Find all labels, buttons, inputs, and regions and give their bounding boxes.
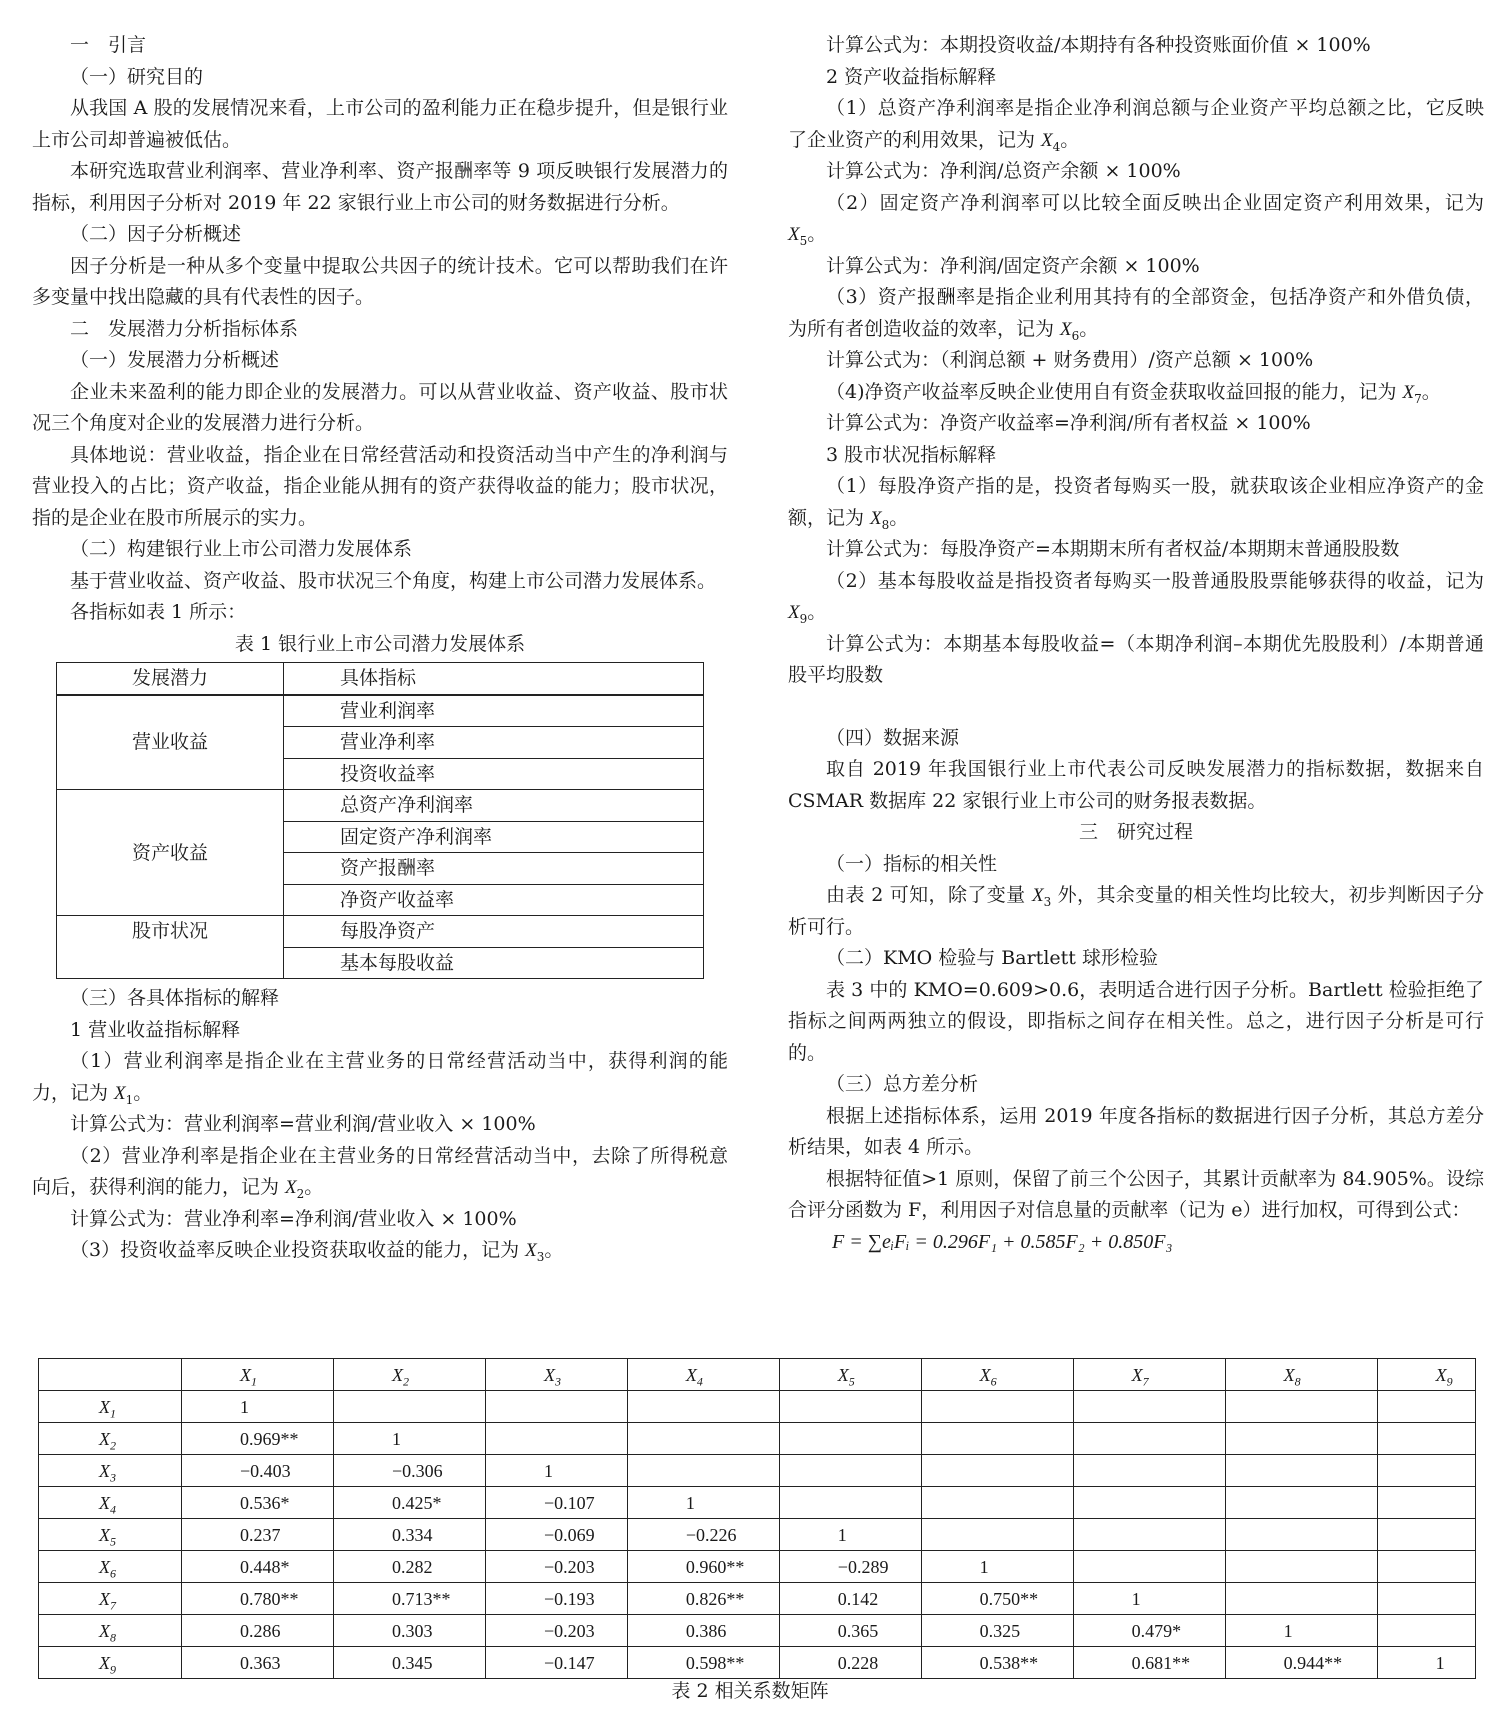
table2-cell (627, 1455, 779, 1487)
table2-column-header: $X_2$ (333, 1359, 485, 1391)
table2-cell: 0.681** (1073, 1647, 1225, 1679)
table2-cell (1073, 1455, 1225, 1487)
formula-text: 计算公式为：净利润/总资产余额 × 100% (826, 160, 1181, 182)
table2-cell (1225, 1583, 1377, 1615)
table1-category: 股市状况 (57, 916, 284, 979)
subheading-operating-income: 1 营业收益指标解释 (70, 1018, 241, 1041)
paragraph (32, 1141, 728, 1204)
table2-cell: 1 (779, 1519, 921, 1551)
table2-cell: −0.147 (485, 1647, 627, 1679)
paragraph-text: （2）营业净利率是指企业在主营业务的日常经营活动当中，去除了所得税意向后，获得利润的能力，记为 (32, 1144, 728, 1198)
table2-cell: 0.365 (779, 1615, 921, 1647)
table2-cell (921, 1487, 1073, 1519)
table2-cell (1225, 1391, 1377, 1423)
left-column (32, 30, 728, 1267)
subheading-indicator-explanation: （三）各具体指标的解释 (70, 987, 280, 1009)
formula-text: 计算公式为：营业利润率=营业利润/营业收入 × 100% (70, 1113, 536, 1135)
variable-x: X (285, 1177, 297, 1198)
table2-cell: 0.750** (921, 1583, 1073, 1615)
table2-cell: −0.226 (627, 1519, 779, 1551)
table2-row-header: $X_8$ (39, 1615, 182, 1647)
paragraph: 企业未来盈利的能力即企业的发展潜力。可以从营业收益、资产收益、股市状况三个角度对企业的发展潜力进行分析。 (32, 380, 728, 434)
punctuation: 。 (1079, 317, 1099, 340)
table2-cell: 0.944** (1225, 1647, 1377, 1679)
table2-corner-cell (39, 1359, 182, 1391)
table2-header-row (39, 1359, 1476, 1391)
paragraph: 表 3 中的 KMO=0.609>0.6，表明适合进行因子分析。Bartlett 检验拒绝了指标之间两两独立的假设，即指标之间存在相关性。总之，进行因子分析是可行的。 (788, 978, 1484, 1064)
subscript: 1 (125, 1092, 134, 1107)
table2-row-header: $X_4$ (39, 1487, 182, 1519)
paragraph: 根据上述指标体系，运用 2019 年度各指标的数据进行因子分析，其总方差分析结果，如表 4 所示。 (788, 1104, 1484, 1158)
paragraph (32, 1046, 728, 1109)
table2-cell (1377, 1423, 1475, 1455)
table1-item: 总资产净利润率 (284, 790, 704, 822)
table2-cell: 1 (333, 1423, 485, 1455)
subheading-data-source: （四）数据来源 (826, 726, 960, 749)
variable-x: X (114, 1082, 126, 1104)
paragraph (788, 282, 1484, 345)
paragraph (788, 188, 1484, 251)
subscript: 9 (799, 611, 808, 626)
variable-x: X (1041, 129, 1053, 151)
subheading-stock-market: 3 股市状况指标解释 (826, 443, 997, 466)
table2-cell (1377, 1583, 1475, 1615)
table2-row-header: $X_7$ (39, 1583, 182, 1615)
table2-column-header: $X_1$ (182, 1359, 334, 1391)
table2-cell (779, 1423, 921, 1455)
paragraph-text: （1）营业利润率是指企业在主营业务的日常经营活动当中，获得利润的能力，记为 (32, 1050, 728, 1104)
table2-cell: 0.325 (921, 1615, 1073, 1647)
table2-cell: 0.960** (627, 1551, 779, 1583)
table2-row (39, 1423, 1476, 1455)
table2-cell: 0.386 (627, 1615, 779, 1647)
section-heading-research-process: 三 研究过程 (1078, 821, 1193, 843)
subscript: 3 (536, 1249, 545, 1264)
table2-cell: 0.282 (333, 1551, 485, 1583)
paragraph: 取自 2019 年我国银行业上市代表公司反映发展潜力的指标数据，数据来自 CSMAR 数据库 22 家银行业上市公司的财务报表数据。 (788, 758, 1484, 812)
variable-x: X (1060, 318, 1072, 340)
table2-row (39, 1551, 1476, 1583)
punctuation: 。 (544, 1239, 564, 1261)
table2-cell (1225, 1487, 1377, 1519)
table2-cell: −0.289 (779, 1551, 921, 1583)
paragraph: 各指标如表 1 所示： (70, 601, 247, 623)
subscript: 7 (1414, 391, 1422, 406)
formula-text: 计算公式为：营业净利率=净利润/营业收入 × 100% (70, 1207, 517, 1230)
table2-cell: 0.969** (182, 1423, 334, 1455)
table2-cell: 0.448* (182, 1551, 334, 1583)
subheading-potential-overview: （一）发展潜力分析概述 (70, 349, 280, 371)
table2-row (39, 1615, 1476, 1647)
section-heading-intro: 一 引言 (70, 34, 147, 56)
subscript: 8 (881, 517, 890, 532)
punctuation: 。 (133, 1081, 153, 1104)
paragraph: 根据特征值>1 原则，保留了前三个公因子，其累计贡献率为 84.905%。设综合评分函数为 F，利用因子对信息量的贡献率（记为 e）进行加权，可得到公式： (788, 1167, 1484, 1221)
table2-cell (1073, 1519, 1225, 1551)
table2-row-header: $X_6$ (39, 1551, 182, 1583)
punctuation: 。 (807, 601, 827, 623)
subheading-asset-income: 2 资产收益指标解释 (826, 65, 997, 88)
table2-cell (485, 1391, 627, 1423)
table2-cell (921, 1423, 1073, 1455)
table2-cell: 0.536* (182, 1487, 334, 1519)
subheading-purpose: （一）研究目的 (70, 65, 204, 88)
table2-row (39, 1487, 1476, 1519)
table2-cell (1377, 1519, 1475, 1551)
table2-row-header: $X_1$ (39, 1391, 182, 1423)
table2-cell: −0.107 (485, 1487, 627, 1519)
table1-item: 每股净资产 (284, 916, 704, 948)
table2-cell: −0.203 (485, 1615, 627, 1647)
table2-cell (627, 1391, 779, 1423)
table2-column-header: $X_3$ (485, 1359, 627, 1391)
table2-cell (1225, 1423, 1377, 1455)
table2-cell: 0.363 (182, 1647, 334, 1679)
table2-row-header: $X_5$ (39, 1519, 182, 1551)
table2-cell (1377, 1455, 1475, 1487)
table2-row (39, 1519, 1476, 1551)
subheading-kmo-bartlett: （二）KMO 检验与 Bartlett 球形检验 (826, 947, 1158, 969)
paragraph-text: （4)净资产收益率反映企业使用自有资金获取收益回报的能力，记为 (826, 380, 1403, 403)
paragraph: 从我国 A 股的发展情况来看，上市公司的盈利能力正在稳步提升，但是银行业上市公司却普遍被低估。 (32, 97, 728, 151)
section-heading-index-system: 二 发展潜力分析指标体系 (70, 317, 299, 340)
table2-row (39, 1647, 1476, 1679)
subscript: 4 (1052, 139, 1061, 154)
table1-caption: 表 1 银行业上市公司潜力发展体系 (234, 632, 526, 655)
punctuation: 。 (889, 506, 909, 529)
table1-category: 营业收益 (57, 695, 284, 790)
table1-item: 营业净利率 (284, 727, 704, 759)
table2-cell: 0.228 (779, 1647, 921, 1679)
table2-cell: −0.193 (485, 1583, 627, 1615)
subheading-build-system: （二）构建银行业上市公司潜力发展体系 (70, 538, 413, 560)
table1-item: 基本每股收益 (284, 947, 704, 979)
paragraph: 基于营业收益、资产收益、股市状况三个角度，构建上市公司潜力发展体系。 (70, 569, 717, 592)
table2-cell (1073, 1391, 1225, 1423)
table1-item: 投资收益率 (284, 758, 704, 790)
table2-cell: 0.538** (921, 1647, 1073, 1679)
table2-row (39, 1391, 1476, 1423)
table2-cell (921, 1519, 1073, 1551)
paragraph-text: （1）每股净资产指的是，投资者每购买一股，就获取该企业相应净资产的金额，记为 (788, 475, 1484, 529)
formula-text: 计算公式为：净资产收益率=净利润/所有者权益 × 100% (826, 412, 1311, 434)
table2-cell: 1 (627, 1487, 779, 1519)
table2-cell: −0.306 (333, 1455, 485, 1487)
subheading-total-variance: （三）总方差分析 (826, 1073, 979, 1095)
table2-cell: 0.713** (333, 1583, 485, 1615)
formula-text: 计算公式为：每股净资产=本期期末所有者权益/本期期末普通股股数 (826, 538, 1400, 560)
table2-column-header: $X_5$ (779, 1359, 921, 1391)
paragraph (788, 566, 1484, 629)
formula-text: 计算公式为：净利润/固定资产余额 × 100% (826, 254, 1200, 277)
subscript: 3 (1043, 894, 1052, 909)
paragraph (32, 1235, 728, 1267)
table2-row-header: $X_2$ (39, 1423, 182, 1455)
table2-row-header: $X_9$ (39, 1647, 182, 1679)
table2-cell: 0.425* (333, 1487, 485, 1519)
table2-cell (627, 1423, 779, 1455)
table2-column-header: $X_6$ (921, 1359, 1073, 1391)
formula-text: 计算公式为：本期投资收益/本期持有各种投资账面价值 × 100% (826, 34, 1371, 56)
right-column (788, 30, 1484, 1258)
table2-row (39, 1455, 1476, 1487)
paragraph: 本研究选取营业利润率、营业净利率、资产报酬率等 9 项反映银行发展潜力的指标，利用因子分析对 2019 年 22 家银行业上市公司的财务数据进行分析。 (32, 160, 728, 214)
table2-row (39, 1583, 1476, 1615)
paragraph: 因子分析是一种从多个变量中提取公共因子的统计技术。它可以帮助我们在许多变量中找出隐藏的具有代表性的因子。 (32, 254, 728, 308)
paragraph (788, 880, 1484, 943)
table1 (56, 662, 704, 979)
table2-cell (1073, 1487, 1225, 1519)
paragraph-text: （3）资产报酬率是指企业利用其持有的全部资金，包括净资产和外借负债，为所有者创造收益的效率，记为 (788, 286, 1484, 340)
table2-cell: −0.403 (182, 1455, 334, 1487)
table2-cell (1225, 1551, 1377, 1583)
paragraph (788, 377, 1484, 409)
paragraph-text: （2）固定资产净利润率可以比较全面反映出企业固定资产利用效果，记为 (826, 191, 1484, 214)
table2-cell: 1 (182, 1391, 334, 1423)
variable-x: X (1031, 885, 1044, 906)
punctuation: 。 (1421, 380, 1441, 403)
table2-cell (1377, 1615, 1475, 1647)
table2-cell (779, 1487, 921, 1519)
table2-cell (1377, 1551, 1475, 1583)
table1-header: 具体指标 (284, 663, 704, 695)
table2-column-header: $X_9$ (1377, 1359, 1475, 1391)
table1-category: 资产收益 (57, 790, 284, 916)
table2-cell (779, 1455, 921, 1487)
table2-cell: 0.780** (182, 1583, 334, 1615)
table2-row-header: $X_3$ (39, 1455, 182, 1487)
table2-cell (1377, 1487, 1475, 1519)
table2-cell: 0.598** (627, 1647, 779, 1679)
paragraph-text: （3）投资收益率反映企业投资获取收益的能力，记为 (70, 1239, 526, 1261)
table2-cell: 0.142 (779, 1583, 921, 1615)
punctuation: 。 (807, 223, 827, 245)
variable-x: X (525, 1240, 537, 1261)
table2-cell: −0.069 (485, 1519, 627, 1551)
table2-column-header: $X_8$ (1225, 1359, 1377, 1391)
table2-column-header: $X_7$ (1073, 1359, 1225, 1391)
table2-cell: 1 (1377, 1647, 1475, 1679)
table2-cell (779, 1391, 921, 1423)
table2-cell (333, 1391, 485, 1423)
composite-score-formula: F = ∑eᵢFᵢ = 0.296F₁ + 0.585F₂ + 0.850F₃ (832, 1230, 1173, 1253)
table1-item: 资产报酬率 (284, 853, 704, 885)
table2-cell: 0.479* (1073, 1615, 1225, 1647)
table1-header: 发展潜力 (57, 663, 284, 695)
table2-cell: 0.334 (333, 1519, 485, 1551)
variable-x: X (788, 224, 800, 245)
table2-cell: 1 (921, 1551, 1073, 1583)
punctuation: 。 (1060, 128, 1080, 151)
formula-text: 计算公式为：本期基本每股收益=（本期净利润–本期优先股股利）/本期普通股平均股数 (788, 632, 1484, 686)
correlation-matrix-table (38, 1358, 1476, 1679)
variable-x: X (870, 507, 882, 529)
subheading-correlation: （一）指标的相关性 (826, 852, 998, 875)
table2-cell (921, 1391, 1073, 1423)
variable-x: X (1402, 381, 1415, 403)
table2-caption: 表 2 相关系数矩阵 (671, 1680, 829, 1702)
spacer (788, 692, 1484, 723)
table2-cell (1377, 1391, 1475, 1423)
table2-cell: 0.237 (182, 1519, 334, 1551)
paragraph (788, 93, 1484, 156)
table1-item: 固定资产净利润率 (284, 821, 704, 853)
punctuation: 。 (304, 1176, 324, 1198)
paragraph-text: 外，其余变量的相关性均比较大，初步判断因子分析可行。 (788, 884, 1484, 938)
table2-column-header: $X_4$ (627, 1359, 779, 1391)
table2-cell (1073, 1423, 1225, 1455)
formula-text: 计算公式为：（利润总额 + 财务费用）/资产总额 × 100% (826, 349, 1314, 371)
table2-cell (921, 1455, 1073, 1487)
subscript: 2 (296, 1186, 305, 1201)
subheading-factor-overview: （二）因子分析概述 (70, 223, 242, 245)
paragraph (788, 471, 1484, 534)
table2-cell: −0.203 (485, 1551, 627, 1583)
table2-cell: 1 (1073, 1583, 1225, 1615)
table1-item: 营业利润率 (284, 695, 704, 727)
table2-cell (1225, 1455, 1377, 1487)
table2-cell: 0.345 (333, 1647, 485, 1679)
subscript: 5 (799, 233, 808, 248)
paragraph-text: 由表 2 可知，除了变量 (826, 884, 1032, 906)
variable-x: X (788, 602, 800, 623)
paragraph-text: （1）总资产净利润率是指企业净利润总额与企业资产平均总额之比，它反映了企业资产的利用效果，记为 (788, 97, 1484, 151)
table2-cell: 0.303 (333, 1615, 485, 1647)
table2-cell (485, 1423, 627, 1455)
table1-item: 净资产收益率 (284, 884, 704, 916)
table2-cell: 0.286 (182, 1615, 334, 1647)
table2-cell: 1 (485, 1455, 627, 1487)
table2-cell (1225, 1519, 1377, 1551)
table2-cell: 1 (1225, 1615, 1377, 1647)
table2-cell: 0.826** (627, 1583, 779, 1615)
paragraph: 具体地说：营业收益，指企业在日常经营活动和投资活动当中产生的净利润与营业投入的占比；资产收益，指企业能从拥有的资产获得收益的能力；股市状况，指的是企业在股市所展示的实力。 (32, 443, 728, 529)
subscript: 6 (1071, 328, 1080, 343)
paragraph-text: （2）基本每股收益是指投资者每购买一股普通股股票能够获得的收益，记为 (826, 569, 1484, 592)
table2-cell (1073, 1551, 1225, 1583)
